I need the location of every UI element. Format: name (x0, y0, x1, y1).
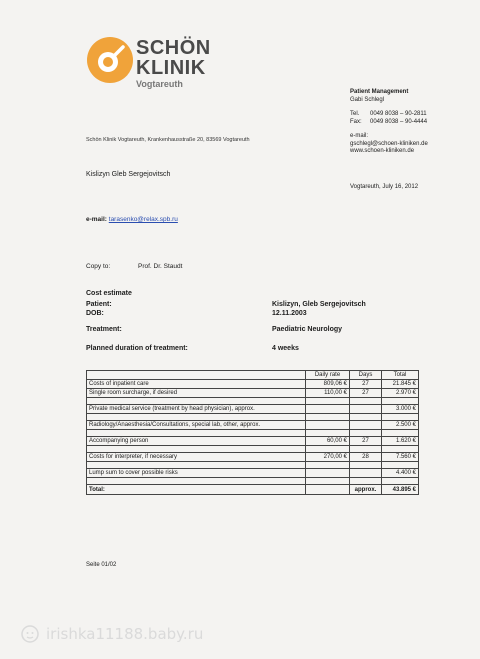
duration-value: 4 weeks (272, 345, 299, 352)
recipient-email (86, 216, 178, 223)
total-cell: 2.500 € (382, 421, 419, 430)
days-cell: 27 (350, 380, 382, 389)
copy-to (86, 263, 183, 270)
total-cell: 1.620 € (382, 437, 419, 446)
header-cell (87, 371, 306, 380)
recipient-name: Kislizyn Gleb Sergejovitsch (86, 171, 171, 178)
rate-cell: 60,00 € (306, 437, 350, 446)
days-cell: 27 (350, 437, 382, 446)
total-cell: 3.000 € (382, 405, 419, 414)
item-cell: Accompanying person (87, 437, 306, 446)
days-cell: 28 (350, 453, 382, 462)
total-row (87, 485, 419, 495)
days-cell: 27 (350, 389, 382, 398)
total-value: 43.895 € (382, 485, 419, 495)
header-cell: Daily rate (306, 371, 350, 380)
brand-wordmark (136, 38, 211, 89)
duration-label: Planned duration of treatment: (86, 345, 188, 352)
table-row (87, 405, 419, 414)
contact-email-label: e-mail: (350, 133, 369, 139)
patient-value: Kislizyn, Gleb Sergejovitsch (272, 301, 366, 308)
days-cell (350, 405, 382, 414)
schoen-klinik-logo (86, 36, 134, 84)
fax-label: Fax: (350, 118, 362, 125)
rate-cell: 270,00 € (306, 453, 350, 462)
brand-line-2: KLINIK (136, 57, 206, 79)
item-cell: Single room surcharge, if desired (87, 389, 306, 398)
total-label: Total: (87, 485, 306, 495)
total-cell: 21.845 € (382, 380, 419, 389)
treatment-label: Treatment: (86, 326, 122, 333)
rate-cell (306, 421, 350, 430)
total-cell: 4.400 € (382, 469, 419, 478)
brand-line-1: SCHÖN (136, 37, 211, 59)
item-cell: Lump sum to cover possible risks (87, 469, 306, 478)
dob-label: DOB: (86, 310, 104, 317)
spacer-row (87, 430, 419, 437)
copy-label: Copy to: (86, 263, 111, 270)
sender-address-line: Schön Klinik Vogtareuth, Krankenhausstraße 20, 83569 Vogtareuth (86, 137, 250, 143)
copy-name: Prof. Dr. Staudt (138, 263, 183, 270)
spacer-row (87, 398, 419, 405)
table-row (87, 469, 419, 478)
days-cell (350, 469, 382, 478)
tel-label: Tel. (350, 111, 360, 117)
table-row (87, 437, 419, 446)
table-row (87, 453, 419, 462)
total-cell: 7.560 € (382, 453, 419, 462)
item-cell: Private medical service (treatment by head physician), approx. (87, 405, 306, 414)
table-row (87, 380, 419, 389)
item-cell: Radiology/Anaesthesia/Consultations, special lab, other, approx. (87, 421, 306, 430)
table-row (87, 389, 419, 398)
rate-cell: 110,00 € (306, 389, 350, 398)
spacer-row (87, 478, 419, 485)
spacer-row (87, 462, 419, 469)
dob-value: 12.11.2003 (272, 310, 307, 317)
spacer-row (87, 414, 419, 421)
table-row (87, 421, 419, 430)
contact-web: www.schoen-kliniken.de (350, 148, 415, 154)
baby-face-icon (20, 624, 40, 644)
fax-value: 0049 8038 – 90-4444 (370, 118, 428, 125)
cost-estimate-title: Cost estimate (86, 290, 132, 297)
contact-person: Gabi Schlegl (350, 96, 385, 103)
table-header-row (87, 371, 419, 380)
contact-department: Patient Management (350, 89, 409, 95)
rate-cell (306, 469, 350, 478)
watermark (20, 624, 203, 644)
page-number: Seite 01/02 (86, 562, 117, 568)
item-cell: Costs for interpreter, if necessary (87, 453, 306, 462)
email-link[interactable]: tarasenko@relax.spb.ru (108, 216, 178, 223)
days-cell (350, 421, 382, 430)
contact-email: gschlegl@schoen-kliniken.de (350, 140, 428, 147)
treatment-value: Paediatric Neurology (272, 326, 343, 333)
total-approx: approx. (350, 485, 382, 495)
cost-table (86, 370, 419, 495)
rate-cell: 809,06 € (306, 380, 350, 389)
total-cell: 2.970 € (382, 389, 419, 398)
header-cell: Total (382, 371, 419, 380)
patient-label: Patient: (86, 301, 112, 308)
brand-location: Vogtareuth (136, 79, 183, 89)
header-cell: Days (350, 371, 382, 380)
letter-date: Vogtareuth, July 16, 2012 (350, 184, 419, 190)
spacer-row (87, 446, 419, 453)
tel-value: 0049 8038 – 90-2811 (370, 111, 427, 117)
contact-block (350, 89, 428, 156)
item-cell: Costs of inpatient care (87, 380, 306, 389)
email-label: e-mail: (86, 216, 107, 223)
rate-cell (306, 405, 350, 414)
watermark-text: irishka11188.baby.ru (46, 625, 204, 643)
